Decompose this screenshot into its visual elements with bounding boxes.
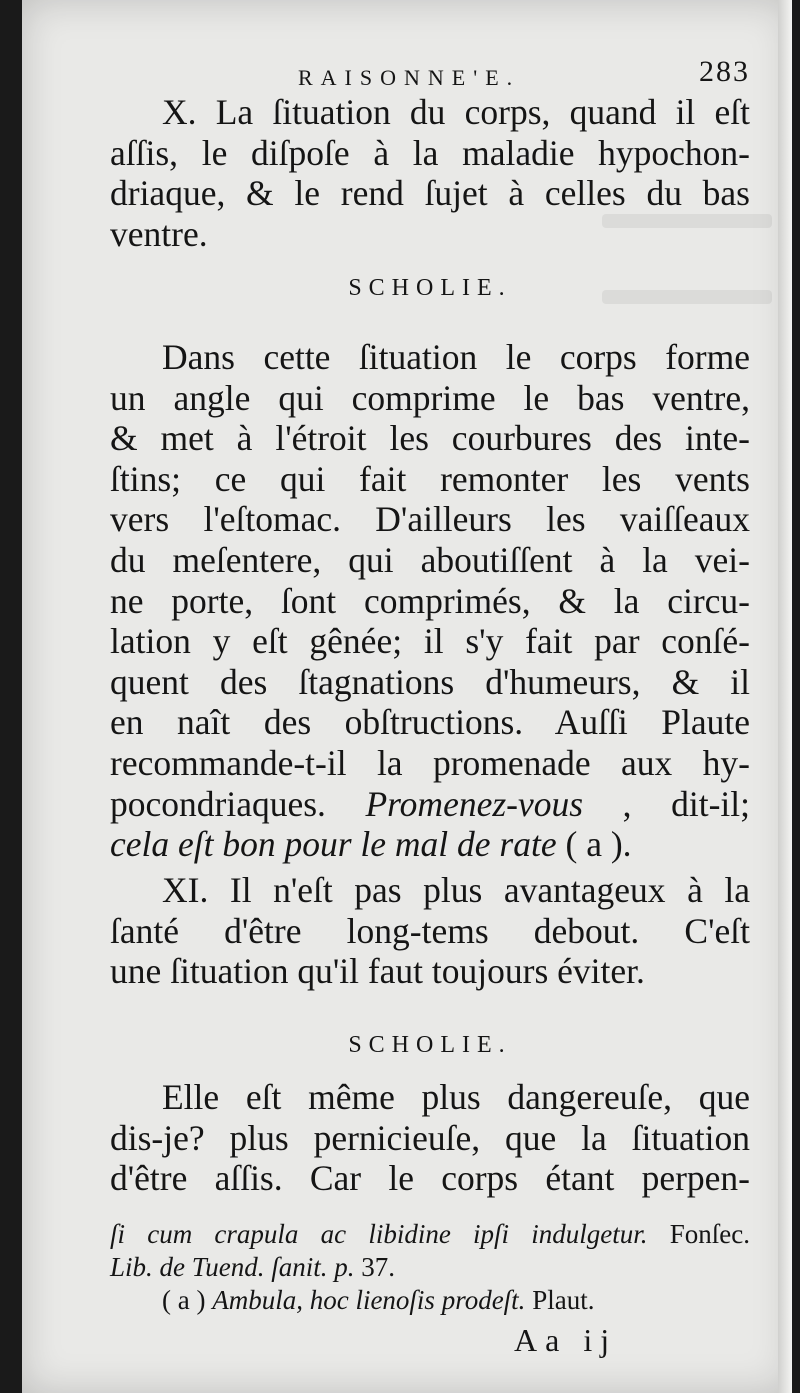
text-line: recommande-t-il la promenade aux hy- bbox=[110, 742, 750, 783]
running-head: RAISONNE'E. bbox=[298, 65, 521, 90]
footnote-line bbox=[110, 1251, 750, 1284]
footnote-italic: Ambula, hoc lienoſis prodeſt. bbox=[212, 1285, 526, 1315]
footnote-mark: ( a ) bbox=[162, 1285, 206, 1315]
text-line: vers l'eſtomac. D'ailleurs les vaiſſeaux bbox=[110, 499, 750, 540]
footnote-ref: ( a ). bbox=[565, 824, 632, 865]
text-line: Dans cette ſituation le corps forme bbox=[162, 337, 750, 377]
text-line: d'être aſſis. Car le corps étant perpen- bbox=[110, 1158, 750, 1199]
text-line: driaque, & le rend ſujet à celles du bas bbox=[110, 173, 750, 214]
text-line: X. La ſituation du corps, quand il eſt bbox=[162, 92, 750, 132]
text-line-mixed bbox=[110, 784, 750, 825]
footnote-text: 37. bbox=[361, 1252, 396, 1282]
text-line: aſſis, le diſpoſe à la maladie hypochon- bbox=[110, 132, 750, 173]
italic-quote: Promenez-vous bbox=[365, 783, 584, 824]
signature-mark: Aa ij bbox=[514, 1322, 618, 1358]
text-line-mixed bbox=[110, 824, 750, 865]
scholie-paragraph-2 bbox=[110, 1077, 750, 1199]
text-line: & met à l'étroit les courbures des inte- bbox=[110, 418, 750, 459]
page-edge bbox=[778, 0, 792, 1393]
footnotes bbox=[110, 1218, 750, 1317]
paragraph-x bbox=[110, 92, 750, 254]
text-line: ſtins; ce qui fait remonter les vents bbox=[110, 458, 750, 499]
book-page bbox=[22, 0, 792, 1393]
text-line: ventre. bbox=[110, 213, 208, 254]
footnote-line bbox=[110, 1284, 750, 1317]
text-line: quent des ſtagnations d'humeurs, & il bbox=[110, 661, 750, 702]
page-number: 283 bbox=[699, 55, 750, 88]
roman-text: pocondriaques. bbox=[110, 783, 326, 824]
scholie-paragraph-1 bbox=[110, 337, 750, 865]
text-line: du meſentere, qui aboutiſſent à la vei- bbox=[110, 539, 750, 580]
roman-text: , dit-il; bbox=[622, 783, 750, 824]
footnote-text: Plaut. bbox=[532, 1285, 595, 1315]
text-line: dis-je? plus pernicieuſe, que la ſituation bbox=[110, 1117, 750, 1158]
footnote-italic: ſi cum crapula ac libidine ipſi indulgetur. bbox=[110, 1219, 648, 1249]
footnote-italic: Lib. de Tuend. ſanit. p. bbox=[110, 1252, 355, 1282]
footnote-line bbox=[110, 1218, 750, 1251]
text-line: Elle eſt même plus dangereuſe, que bbox=[162, 1077, 750, 1117]
text-line: ſanté d'être long-tems debout. C'eſt bbox=[110, 910, 750, 951]
text-line: lation y eſt gênée; il s'y fait par conſé- bbox=[110, 621, 750, 662]
section-heading: SCHOLIE. bbox=[348, 1032, 512, 1058]
text-line: un angle qui comprime le bas ventre, bbox=[110, 377, 750, 418]
footnote-text: Fonſec. bbox=[669, 1219, 750, 1249]
page-header bbox=[110, 52, 750, 92]
text-line: une ſituation qu'il faut toujours éviter. bbox=[110, 951, 645, 992]
text-line: XI. Il n'eſt pas plus avantageux à la bbox=[162, 870, 750, 910]
text-line: ne porte, ſont comprimés, & la circu- bbox=[110, 580, 750, 621]
section-heading: SCHOLIE. bbox=[348, 275, 512, 301]
italic-quote: cela eſt bon pour le mal de rate bbox=[110, 824, 557, 865]
paragraph-xi bbox=[110, 870, 750, 992]
text-line: en naît des obſtructions. Auſſi Plaute bbox=[110, 702, 750, 743]
